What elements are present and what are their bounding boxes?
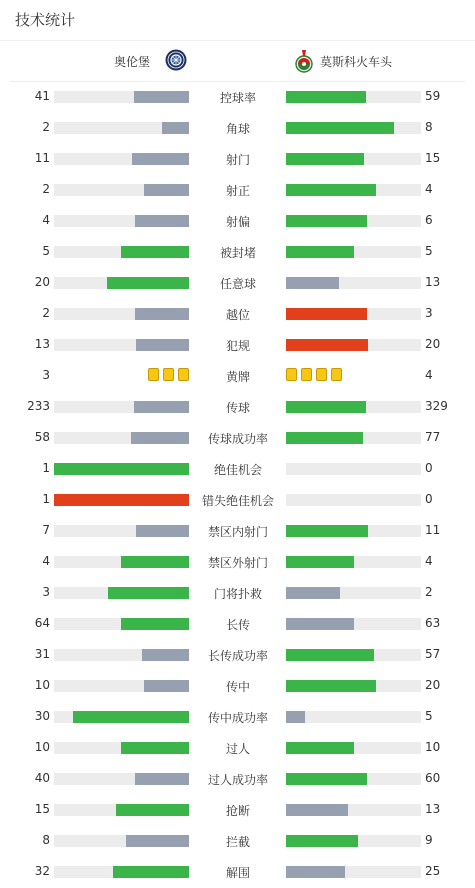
away-stat-bar-fill (286, 277, 339, 289)
away-stat-bar (286, 463, 421, 475)
away-stat-bar-fill (286, 308, 367, 320)
away-stat-value: 9 (425, 833, 433, 847)
away-stat-bar (286, 184, 421, 196)
home-stat-bar (54, 463, 189, 475)
away-stat-value: 6 (425, 213, 433, 227)
stats-list (0, 81, 475, 887)
home-stat-value: 11 (34, 151, 50, 165)
away-team-logo-icon[interactable] (293, 49, 315, 73)
away-stat-value: 11 (425, 523, 441, 537)
home-stat-value: 10 (34, 678, 50, 692)
stat-row (0, 298, 475, 329)
away-stat-bar-fill (286, 587, 340, 599)
home-stat-bar (54, 835, 189, 847)
stat-label: 门将扑救 (213, 587, 262, 601)
away-stat-value: 77 (425, 430, 441, 444)
home-stat-bar-fill (54, 494, 189, 506)
home-stat-bar (54, 122, 189, 134)
away-stat-bar-fill (286, 711, 305, 723)
stat-label: 犯规 (225, 339, 250, 353)
away-stat-value: 0 (425, 492, 433, 506)
stat-row (0, 577, 475, 608)
home-stat-value: 15 (34, 802, 50, 816)
stat-row (0, 112, 475, 143)
home-stat-bar-fill (116, 804, 189, 816)
away-stat-bar (286, 153, 421, 165)
home-stat-bar-fill (121, 556, 189, 568)
home-stat-bar (54, 401, 189, 413)
home-stat-bar-fill (132, 153, 189, 165)
stat-row (0, 174, 475, 205)
home-stat-bar-fill (135, 308, 189, 320)
away-stat-bar-fill (286, 742, 354, 754)
away-stat-bar (286, 618, 421, 630)
stat-label: 传球成功率 (207, 432, 268, 446)
away-stat-value: 57 (425, 647, 441, 661)
home-stat-bar-fill (136, 525, 189, 537)
stat-label: 禁区内射门 (207, 525, 268, 539)
home-stat-value: 32 (34, 864, 50, 878)
yellow-card-icon (316, 368, 327, 381)
home-stat-bar-fill (162, 122, 189, 134)
away-stat-bar (286, 804, 421, 816)
stat-label: 射门 (225, 153, 250, 167)
home-stat-value: 1 (42, 492, 50, 506)
home-stat-bar-fill (73, 711, 189, 723)
home-stat-bar (54, 649, 189, 661)
stat-label: 绝佳机会 (213, 463, 262, 477)
away-stat-bar (286, 835, 421, 847)
stat-label: 过人 (225, 742, 250, 756)
away-stat-bar (286, 91, 421, 103)
home-stat-value: 2 (42, 120, 50, 134)
home-stat-bar (54, 246, 189, 258)
stat-label: 禁区外射门 (207, 556, 268, 570)
home-stat-bar (54, 308, 189, 320)
stat-label: 拦截 (225, 835, 250, 849)
stat-label: 角球 (225, 122, 250, 136)
away-stat-bar (286, 339, 421, 351)
home-stat-bar-fill (113, 866, 189, 878)
home-stat-value: 2 (42, 306, 50, 320)
stat-label: 射偏 (225, 215, 250, 229)
home-stat-bar (54, 432, 189, 444)
home-stat-bar (54, 91, 189, 103)
stat-label: 长传成功率 (207, 649, 268, 663)
stat-label: 传球 (225, 401, 250, 415)
stat-label: 传中成功率 (207, 711, 268, 725)
away-stat-bar-fill (286, 246, 354, 258)
away-stat-bar (286, 556, 421, 568)
stat-row (0, 546, 475, 577)
home-stat-value: 10 (34, 740, 50, 754)
home-team-name[interactable]: 奥伦堡 (113, 55, 150, 69)
home-stat-value: 2 (42, 182, 50, 196)
home-stat-value: 58 (34, 430, 50, 444)
away-stat-value: 13 (425, 275, 441, 289)
away-stat-bar (286, 215, 421, 227)
away-team-name[interactable]: 莫斯科火车头 (320, 55, 393, 69)
away-stat-bar-fill (286, 649, 374, 661)
away-stat-bar (286, 680, 421, 692)
home-team-logo-icon[interactable] (165, 49, 187, 71)
away-stat-value: 20 (425, 337, 441, 351)
stat-row (0, 639, 475, 670)
stat-label: 抢断 (225, 804, 250, 818)
home-stat-bar (54, 866, 189, 878)
stat-row (0, 422, 475, 453)
away-stat-bar-fill (286, 432, 363, 444)
home-stat-bar (54, 277, 189, 289)
home-stat-value: 40 (34, 771, 50, 785)
away-stat-bar-fill (286, 773, 367, 785)
yellow-card-icon (331, 368, 342, 381)
home-stat-bar-fill (142, 649, 189, 661)
stat-row (0, 453, 475, 484)
stat-label: 过人成功率 (207, 773, 268, 787)
home-stat-bar (54, 525, 189, 537)
away-stat-value: 5 (425, 244, 433, 258)
home-stat-bar-fill (135, 773, 189, 785)
away-stat-bar (286, 711, 421, 723)
home-stat-bar-fill (144, 680, 189, 692)
away-stat-bar (286, 525, 421, 537)
away-stat-value: 8 (425, 120, 433, 134)
home-stat-bar (54, 742, 189, 754)
home-stat-value: 30 (34, 709, 50, 723)
home-yellow-cards (144, 368, 189, 382)
home-stat-bar (54, 618, 189, 630)
stat-label: 任意球 (219, 277, 256, 291)
away-stat-bar (286, 277, 421, 289)
stat-label: 被封堵 (219, 246, 256, 260)
home-stat-bar (54, 711, 189, 723)
away-stat-bar (286, 432, 421, 444)
stat-row (0, 484, 475, 515)
stat-label: 控球率 (219, 91, 256, 105)
home-stat-bar-fill (121, 618, 189, 630)
home-stat-value: 4 (42, 554, 50, 568)
away-stat-bar-fill (286, 618, 354, 630)
teams-header (10, 41, 465, 81)
away-stat-value: 60 (425, 771, 441, 785)
away-stat-bar (286, 742, 421, 754)
home-stat-bar-fill (126, 835, 189, 847)
stat-label: 错失绝佳机会 (201, 494, 274, 508)
home-stat-bar-fill (107, 277, 189, 289)
away-stat-value: 4 (425, 554, 433, 568)
home-stat-bar-fill (121, 742, 189, 754)
yellow-card-icon (286, 368, 297, 381)
stat-row (0, 856, 475, 887)
home-stat-value: 233 (27, 399, 50, 413)
home-stat-bar (54, 773, 189, 785)
away-stat-value: 4 (425, 182, 433, 196)
away-stat-value: 63 (425, 616, 441, 630)
home-stat-value: 5 (42, 244, 50, 258)
stat-row (0, 825, 475, 856)
home-stat-bar-fill (135, 215, 189, 227)
home-stat-bar-fill (108, 587, 189, 599)
away-stat-bar (286, 649, 421, 661)
away-stat-bar-fill (286, 401, 366, 413)
home-stat-bar (54, 494, 189, 506)
stat-label: 黄牌 (225, 370, 250, 384)
page-title: 技术统计 (15, 11, 76, 29)
home-stat-bar (54, 153, 189, 165)
home-stat-value: 31 (34, 647, 50, 661)
home-stat-bar-fill (144, 184, 189, 196)
stat-row (0, 360, 475, 391)
home-stat-bar (54, 184, 189, 196)
away-stat-value: 15 (425, 151, 441, 165)
stat-row (0, 143, 475, 174)
stat-label: 传中 (225, 680, 250, 694)
away-yellow-cards (286, 368, 346, 382)
stat-row (0, 81, 475, 112)
stat-label: 射正 (225, 184, 250, 198)
away-stat-bar-fill (286, 339, 368, 351)
away-stat-bar-fill (286, 866, 345, 878)
away-stat-value: 13 (425, 802, 441, 816)
away-stat-value: 5 (425, 709, 433, 723)
stat-row (0, 329, 475, 360)
away-stat-bar-fill (286, 184, 376, 196)
home-stat-bar (54, 339, 189, 351)
stat-label: 越位 (225, 308, 250, 322)
away-stat-value: 0 (425, 461, 433, 475)
home-stat-value: 20 (34, 275, 50, 289)
stat-row (0, 763, 475, 794)
away-stat-bar (286, 308, 421, 320)
away-stat-value: 25 (425, 864, 441, 878)
home-stat-value: 41 (34, 89, 50, 103)
stat-label: 长传 (225, 618, 250, 632)
away-stat-bar-fill (286, 122, 394, 134)
stat-label: 解围 (225, 866, 250, 880)
stat-row (0, 391, 475, 422)
away-stat-value: 2 (425, 585, 433, 599)
away-stat-bar (286, 866, 421, 878)
away-stat-value: 329 (425, 399, 448, 413)
home-stat-value: 64 (34, 616, 50, 630)
home-stat-bar-fill (54, 463, 189, 475)
home-stat-bar (54, 587, 189, 599)
home-stat-value: 3 (42, 585, 50, 599)
stat-row (0, 794, 475, 825)
away-stat-bar-fill (286, 91, 366, 103)
yellow-card-icon (178, 368, 189, 381)
stat-row (0, 670, 475, 701)
away-stat-bar-fill (286, 556, 354, 568)
away-stat-bar (286, 122, 421, 134)
away-stat-bar (286, 494, 421, 506)
home-stat-bar (54, 215, 189, 227)
stat-row (0, 515, 475, 546)
away-stat-value: 59 (425, 89, 441, 103)
home-stat-value: 8 (42, 833, 50, 847)
yellow-card-icon (301, 368, 312, 381)
away-stat-bar (286, 401, 421, 413)
stat-row (0, 701, 475, 732)
stat-row (0, 236, 475, 267)
away-stat-bar-fill (286, 215, 367, 227)
home-stat-bar-fill (121, 246, 189, 258)
home-stat-bar (54, 556, 189, 568)
away-stat-bar-fill (286, 525, 368, 537)
home-stat-bar-fill (134, 401, 189, 413)
away-stat-value: 20 (425, 678, 441, 692)
away-stat-value: 10 (425, 740, 441, 754)
home-stat-bar-fill (136, 339, 189, 351)
away-stat-value: 3 (425, 306, 433, 320)
yellow-card-icon (148, 368, 159, 381)
stat-row (0, 267, 475, 298)
away-stat-bar-fill (286, 835, 358, 847)
home-stat-bar-fill (134, 91, 189, 103)
home-stat-bar-fill (131, 432, 189, 444)
home-stat-value: 4 (42, 213, 50, 227)
stat-row (0, 608, 475, 639)
home-stat-bar (54, 804, 189, 816)
away-stat-bar (286, 587, 421, 599)
away-stat-bar-fill (286, 804, 348, 816)
home-stat-value: 7 (42, 523, 50, 537)
away-stat-bar (286, 246, 421, 258)
home-stat-bar (54, 680, 189, 692)
away-stat-bar-fill (286, 680, 376, 692)
stat-row (0, 732, 475, 763)
away-stat-bar (286, 773, 421, 785)
home-stat-value: 1 (42, 461, 50, 475)
yellow-card-icon (163, 368, 174, 381)
stat-row (0, 205, 475, 236)
home-stat-value: 13 (34, 337, 50, 351)
away-stat-bar-fill (286, 153, 364, 165)
home-stat-value: 3 (42, 368, 50, 382)
away-stat-value: 4 (425, 368, 433, 382)
